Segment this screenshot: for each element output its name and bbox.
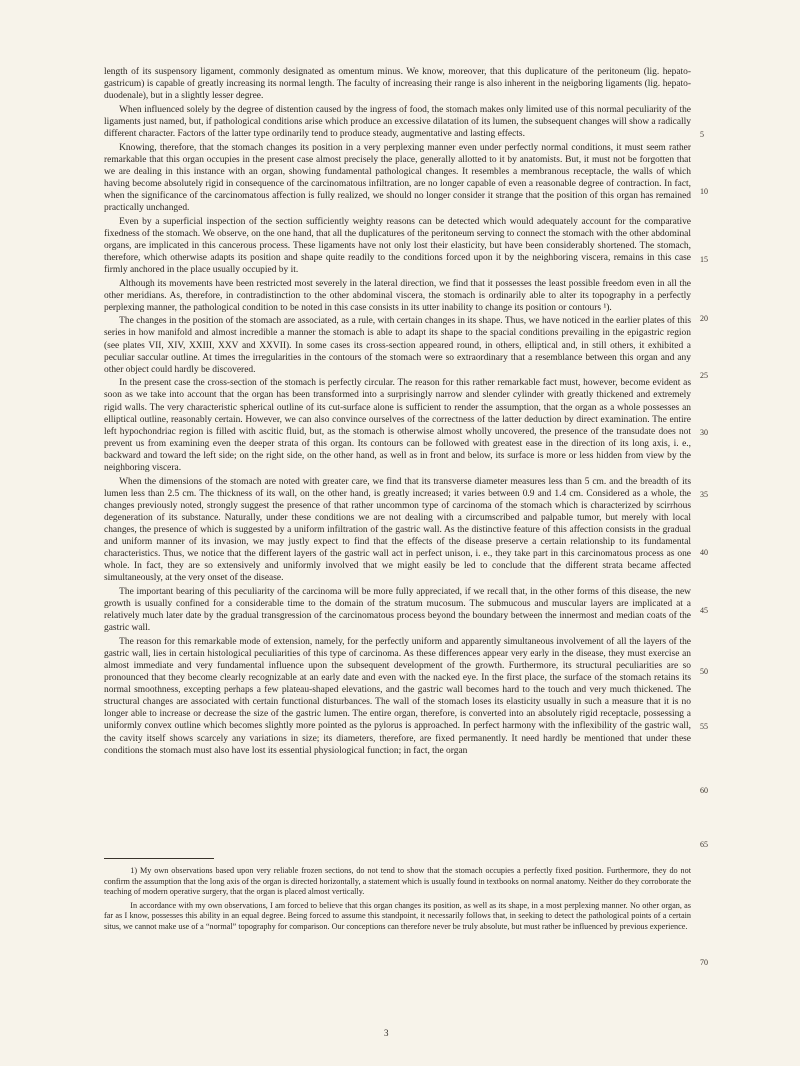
line-number: 65 <box>700 840 708 849</box>
line-number: 15 <box>700 255 708 264</box>
line-number: 10 <box>700 187 708 196</box>
paragraph: Knowing, therefore, that the stomach changes its position in a very perplexing manner even under perfectly normal conditions, it must seem rather remarkable that this organ occupies in the present case almost precisely the place, generally allotted to it by anatomists. But, it must not be forgotten that we are dealing in this instance with an organ, showing fundamental pathological changes. It resembles a membranous receptacle, the walls of which having become absolutely rigid in consequence of the carcinomatous infiltration, are no longer capable of even a reasonable degree of contraction. In fact, when the significance of the carcinomatous affection is fully realized, we should no longer consider it strange that the position of this organ has remained practically unchanged. <box>104 142 691 214</box>
footnotes <box>104 866 691 936</box>
line-number: 35 <box>700 490 708 499</box>
footnote: In accordance with my own observations, I am forced to believe that this organ changes its position, as well as its shape, in a most perplexing manner. No other organ, as far as I know, possesses this ability in an equal degree. Being forced to assume this standpoint, it necessarily follows that, in seeking to detect the pathological points of a certain situs, we cannot make use of a “normal” topography for comparison. Our conceptions can therefore never be truly absolute, but must rather be influenced by previous experience. <box>104 900 691 931</box>
footnote-divider <box>104 858 214 859</box>
main-text <box>104 66 691 758</box>
line-number: 55 <box>700 722 708 731</box>
line-number: 25 <box>700 371 708 380</box>
paragraph: The changes in the position of the stomach are associated, as a rule, with certain changes in its shape. Thus, we have noticed in the earlier plates of this series in how manifold and almost incredible a manner the stomach is able to adapt its shape to the spacial conditions prevailing in the epigastric region (see plates VII, XIV, XXIII, XXV and XXVII). In some cases its cross-section appeared round, in others, elliptical and, in still others, it exhibited a peculiar saccular outline. At times the irregularities in the contours of the stomach were so extraordinary that a resemblance between this organ and any other object could hardly be discovered. <box>104 316 691 375</box>
paragraph: The reason for this remarkable mode of extension, namely, for the perfectly uniform and apparently simultaneous involvement of all the layers of the gastric wall, lies in certain histological peculiarities of this type of carcinoma. As these differences appear very early in the disease, they must exercise an almost immediate and very fundamental influence upon the subsequent development of the growth. Furthermore, its structural peculiarities are so pronounced that they become clearly recognizable at an early date and even with the nacked eye. In the first place, the surface of the stomach retains its normal smoothness, excepting perhaps a few plateau-shaped elevations, and the gastric wall becomes hard to the touch and very much thickened. The structural changes are associated with certain functional disturbances. The wall of the stomach loses its elasticity usually in such a measure that it is no longer able to increase or decrease the size of the gastric lumen. The entire organ, therefore, is converted into an absolutely rigid receptacle, possessing a uniformly convex outline which becomes slightly more pointed as the pylorus is approached. In perfect harmony with the inflexibility of the gastric wall, the cavity itself shows scarcely any variations in size; its diameters, therefore, are fixed permanently. It need hardly be mentioned that under these conditions the stomach must also have lost its essential physiological function; in fact, the organ <box>104 636 691 756</box>
line-number: 70 <box>700 958 708 967</box>
paragraph: length of its suspensory ligament, commonly designated as omentum minus. We know, moreover, that this duplicature of the peritoneum (lig. hepato-gastricum) is capable of greatly increasing its normal length. The faculty of increasing their range is also inherent in the neigboring ligaments (lig. hepato-duodenale), but in a slightly lesser degree. <box>104 67 691 102</box>
line-number: 40 <box>700 548 708 557</box>
paragraph: When the dimensions of the stomach are noted with greater care, we find that its transverse diameter measures less than 5 cm. and the breadth of its lumen less than 2.5 cm. The thickness of its wall, on the other hand, is greatly increased; it varies between 0.9 and 1.4 cm. Considered as a whole, the changes previously noted, strongly suggest the presence of that rather uncommon type of carcinoma of the stomach which is characterized by scirrhous degeneration of its substance. Naturally, under these conditions we are not dealing with a circumscribed and palpable tumor, but merely with local changes, the presence of which is suggested by a uniform infiltration of the gastric wall. As the distinctive feature of this affection consists in the gradual and uniform manner of its invasion, we may justly expect to find that the effects of the disease preserve a certain relationship to its fundamental characteristics. Thus, we notice that the different layers of the gastric wall act in perfect unison, i. e., they take part in this carcinomatous process as one whole. In fact, they are so extensively and uniformly involved that we might easily be led to conclude that the different strata became affected simultaneously, at the very onset of the disease. <box>104 476 691 584</box>
page-number: 3 <box>384 1028 389 1038</box>
paragraph: Even by a superficial inspection of the section sufficiently weighty reasons can be detected which would adequately account for the comparative fixedness of the stomach. We observe, on the one hand, that all the duplicatures of the peritoneum serving to connect the stomach with the other abdominal organs, are implicated in this cancerous process. These ligaments have not only lost their elasticity, but have been considerably shortened. The stomach, therefore, which otherwise adapts its position and shape quite readily to the conditions forced upon it by the neighboring viscera, remains in this case firmly anchored in the place usually occupied by it. <box>104 216 691 275</box>
line-number: 30 <box>700 428 708 437</box>
paragraph: When influenced solely by the degree of distention caused by the ingress of food, the stomach makes only limited use of this normal peculiarity of the ligaments just named, but, if pathological conditions arise which produce an excessive dilatation of its lumen, the subsequent changes will show a radically different character. Factors of the latter type ordinarily tend to produce steady, augmentative and lasting effects. <box>104 104 691 139</box>
line-number: 5 <box>700 130 704 139</box>
paragraph: The important bearing of this peculiarity of the carcinoma will be more fully appreciated, if we recall that, in the other forms of this disease, the new growth is usually confined for a considerable time to the domain of the stratum mucosum. The submucous and muscular layers are implicated at a relatively much later date by the gradual transgression of the carcinomatous process beyond the boundary between the innermost and median coats of the gastric wall. <box>104 586 691 634</box>
paragraph: Although its movements have been restricted most severely in the lateral direction, we find that it possesses the least possible freedom even in all the other meridians. As, therefore, in contradistinction to the other abdominal viscera, the stomach is ordinarily able to alter its topography in a perfectly perplexing manner, the pathological condition to be noted in this case consists in its utter inability to change its position or contours ¹). <box>104 278 691 313</box>
line-number: 60 <box>700 786 708 795</box>
footnote: 1) My own observations based upon very reliable frozen sections, do not tend to show that the stomach occupies a perfectly fixed position. Furthermore, they do not confirm the assumption that the long axis of the organ is directed horizontally, a statement which is usually found in textbooks on normal anatomy. Neither do they corroborate the teaching of modern operative surgery, that the organ is placed almost vertically. <box>104 866 691 897</box>
line-number: 50 <box>700 667 708 676</box>
paragraph: In the present case the cross-section of the stomach is perfectly circular. The reason for this rather remarkable fact must, however, become evident as soon as we take into account that the organ has been transformed into a surprisingly narrow and slender cylinder with greatly thickened and extremely rigid walls. The very characteristic spherical outline of its cut-surface alone is sufficient to render the assumption, that the organ as a whole possesses an elliptical outline, reasonably certain. However, we can also convince ourselves of the correctness of the latter deduction by direct examination. The entire left hypochondriac region is filled with ascitic fluid, but, as the stomach is otherwise almost wholly uncovered, the presence of the transudate does not prevent us from examining even the deeper strata of this organ. Its contours can be followed with greatest ease in the direction of its long axis, i. e., backward and toward the left side; on the right side, on the other hand, as well as in front and below, its surface is more or less hidden from view by the neighboring viscera. <box>104 378 691 473</box>
line-number: 45 <box>700 606 708 615</box>
line-number: 20 <box>700 314 708 323</box>
